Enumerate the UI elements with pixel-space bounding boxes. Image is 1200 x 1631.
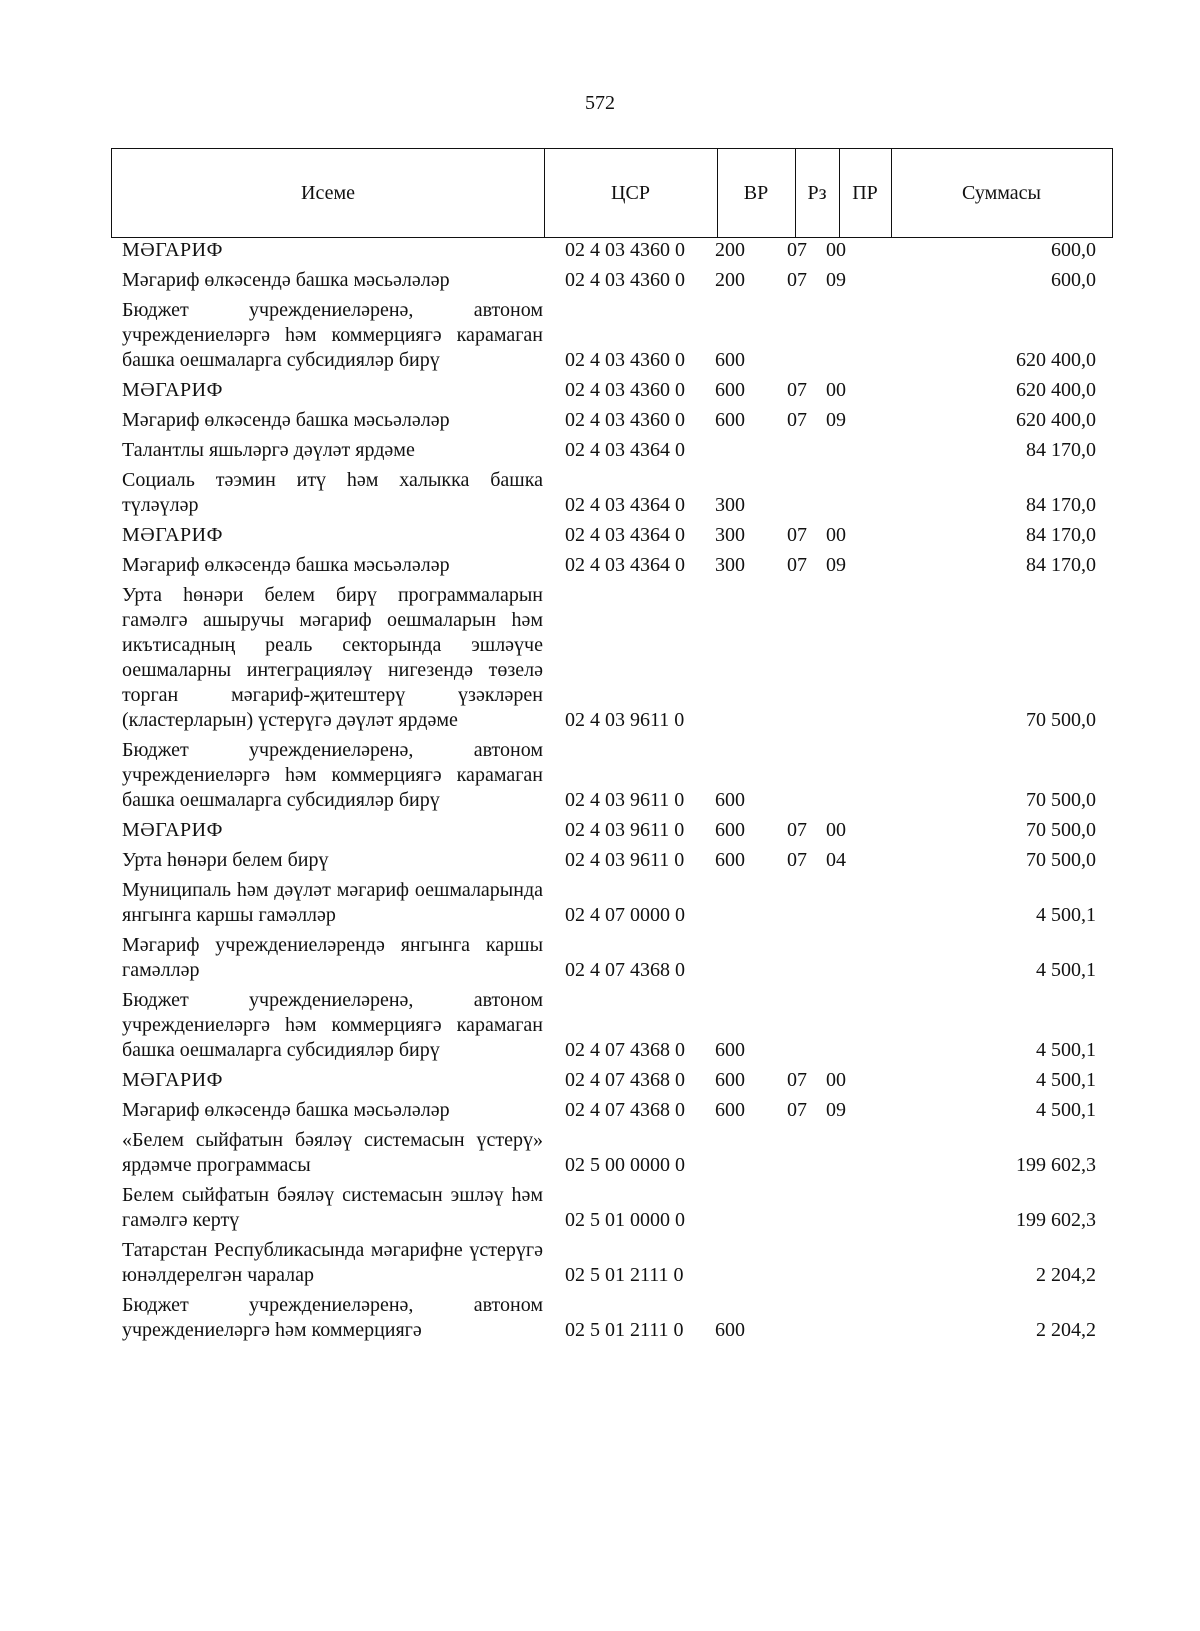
cell-vr: 600: [715, 849, 745, 871]
cell-sum: 2 204,2: [1036, 1319, 1096, 1341]
cell-rz: [774, 298, 818, 373]
header-pr: ПР: [839, 149, 892, 237]
table-row: [111, 408, 1111, 433]
cell-sum: 4 500,1: [1036, 1039, 1096, 1061]
cell-sum: 70 500,0: [1026, 709, 1096, 731]
cell-name: Мәгариф өлкәсендә башка мәсьәләләр: [122, 1099, 450, 1121]
cell-name: Белем сыйфатын бәяләү системасын эшләү һәм гамәлгә кертү: [122, 1184, 543, 1231]
cell-sum: 199 602,3: [1016, 1154, 1096, 1176]
cell-name: Мәгариф өлкәсендә башка мәсьәләләр: [122, 554, 450, 576]
cell-sum: 70 500,0: [1026, 849, 1096, 871]
cell-csr: 02 5 01 2111 0: [565, 1319, 684, 1341]
cell-rz: 07: [787, 1069, 807, 1091]
cell-pr: [818, 468, 870, 518]
cell-rz: 07: [787, 554, 807, 576]
cell-sum: 4 500,1: [1036, 1069, 1096, 1091]
cell-csr: 02 4 03 9611 0: [565, 709, 685, 731]
cell-rz: [774, 438, 818, 463]
cell-vr: 600: [715, 1319, 745, 1341]
table-body: [111, 238, 1111, 1348]
header-sum: Суммасы: [962, 181, 1041, 204]
cell-vr: 600: [715, 409, 745, 431]
table-row: [111, 933, 1111, 983]
cell-name: Социаль тәэмин итү һәм халыкка башка түләүләр: [122, 469, 543, 516]
table-row: [111, 1293, 1111, 1343]
cell-rz: 07: [787, 819, 807, 841]
cell-rz: 07: [787, 269, 807, 291]
cell-name: «Белем сыйфатын бәяләү системасын үстерү» ярдәмче программасы: [122, 1129, 543, 1176]
cell-csr: 02 4 03 4360 0: [565, 239, 685, 261]
cell-rz: [774, 1293, 818, 1343]
cell-sum: 620 400,0: [1016, 409, 1096, 431]
cell-rz: [774, 583, 818, 733]
cell-sum: 84 170,0: [1026, 524, 1096, 546]
cell-vr: [694, 1128, 774, 1178]
cell-vr: 600: [715, 1039, 745, 1061]
cell-sum: 4 500,1: [1036, 959, 1096, 981]
cell-pr: [818, 1293, 870, 1343]
cell-name: МӘГАРИФ: [122, 524, 223, 546]
cell-csr: 02 4 03 4364 0: [565, 494, 685, 516]
cell-csr: 02 4 03 9611 0: [565, 819, 685, 841]
cell-csr: 02 4 07 4368 0: [565, 1039, 685, 1061]
cell-sum: 620 400,0: [1016, 379, 1096, 401]
header-csr: ЦСР: [544, 149, 718, 237]
cell-name: Татарстан Республикасында мәгарифне үстерүгә юнәлдерелгән чаралар: [122, 1239, 543, 1286]
cell-name: Муниципаль һәм дәүләт мәгариф оешмаларында янгынга каршы гамәлләр: [122, 879, 543, 926]
cell-pr: 00: [826, 524, 846, 546]
cell-name: МӘГАРИФ: [122, 1069, 223, 1091]
cell-vr: 300: [715, 494, 745, 516]
table-row: [111, 378, 1111, 403]
cell-csr: 02 4 07 4368 0: [565, 1069, 685, 1091]
table-row: [111, 268, 1111, 293]
cell-vr: 300: [715, 524, 745, 546]
cell-vr: 600: [715, 349, 745, 371]
cell-sum: 84 170,0: [1026, 554, 1096, 576]
header-name: Исеме: [112, 149, 545, 237]
table-row: [111, 553, 1111, 578]
table-row: [111, 438, 1111, 463]
cell-name: Урта һөнәри белем бирү программаларын гамәлгә ашыручы мәгариф оешмаларын һәм икътисадның реаль секторында эшләүче оешмаларны интеграцияләү нигезендә төзелә торган мәгариф-җитештерү үзәкләрен (кластерларын) үстерүгә дәүләт ярдәме: [122, 584, 543, 731]
cell-pr: 00: [826, 819, 846, 841]
table-row: [111, 1183, 1111, 1233]
cell-vr: [694, 583, 774, 733]
table-row: [111, 1068, 1111, 1093]
cell-csr: 02 5 00 0000 0: [565, 1154, 685, 1176]
cell-csr: 02 5 01 0000 0: [565, 1209, 685, 1231]
cell-pr: [818, 738, 870, 813]
cell-sum: 2 204,2: [1036, 1264, 1096, 1286]
cell-name: Мәгариф учреждениеләрендә янгынга каршы гамәлләр: [122, 934, 543, 981]
cell-vr: [694, 1183, 774, 1233]
table-row: [111, 1098, 1111, 1123]
cell-pr: [818, 1183, 870, 1233]
cell-name: МӘГАРИФ: [122, 239, 223, 261]
cell-sum: 84 170,0: [1026, 494, 1096, 516]
table-row: [111, 1128, 1111, 1178]
cell-pr: 00: [826, 379, 846, 401]
cell-rz: 07: [787, 1099, 807, 1121]
cell-rz: 07: [787, 524, 807, 546]
cell-csr: 02 4 07 0000 0: [565, 904, 685, 926]
cell-rz: 07: [787, 409, 807, 431]
cell-sum: 70 500,0: [1026, 789, 1096, 811]
cell-name: МӘГАРИФ: [122, 819, 223, 841]
cell-pr: 09: [826, 269, 846, 291]
cell-csr: 02 4 03 4360 0: [565, 269, 685, 291]
cell-pr: 00: [826, 239, 846, 261]
cell-csr: 02 4 03 4364 0: [565, 524, 685, 546]
page-number: 572: [585, 92, 615, 114]
cell-pr: [818, 298, 870, 373]
cell-pr: 09: [826, 409, 846, 431]
cell-sum: 70 500,0: [1026, 819, 1096, 841]
cell-rz: [774, 1128, 818, 1178]
cell-csr: 02 4 03 4360 0: [565, 349, 685, 371]
cell-rz: [774, 468, 818, 518]
table-row: [111, 468, 1111, 518]
cell-vr: [694, 438, 774, 463]
cell-vr: 600: [715, 789, 745, 811]
cell-rz: [774, 1238, 818, 1288]
cell-pr: [818, 438, 870, 463]
cell-sum: 4 500,1: [1036, 1099, 1096, 1121]
table-row: [111, 988, 1111, 1063]
cell-sum: 84 170,0: [1026, 439, 1096, 461]
table-row: [111, 1238, 1111, 1288]
table-row: [111, 523, 1111, 548]
cell-pr: [818, 933, 870, 983]
cell-vr: 200: [715, 239, 745, 261]
cell-name: Мәгариф өлкәсендә башка мәсьәләләр: [122, 269, 450, 291]
cell-pr: 09: [826, 554, 846, 576]
cell-csr: 02 4 03 4364 0: [565, 554, 685, 576]
cell-vr: 600: [715, 819, 745, 841]
cell-rz: [774, 988, 818, 1063]
header-vr: ВР: [717, 149, 796, 237]
cell-name: Бюджет учреждениеләренә, автоном учреждениеләргә һәм коммерциягә карамаган башка оешмаларга субсидияләр бирү: [122, 739, 543, 811]
cell-csr: 02 4 07 4368 0: [565, 959, 685, 981]
cell-csr: 02 5 01 2111 0: [565, 1264, 684, 1286]
cell-rz: 07: [787, 849, 807, 871]
cell-name: Бюджет учреждениеләренә, автоном учреждениеләргә һәм коммерциягә: [122, 1294, 543, 1341]
cell-vr: 600: [715, 1099, 745, 1121]
cell-pr: [818, 878, 870, 928]
cell-vr: [694, 933, 774, 983]
cell-pr: [818, 583, 870, 733]
cell-pr: [818, 1238, 870, 1288]
cell-vr: 600: [715, 379, 745, 401]
cell-pr: [818, 988, 870, 1063]
table-row: [111, 878, 1111, 928]
cell-vr: [694, 1238, 774, 1288]
cell-sum: 600,0: [1051, 239, 1096, 261]
cell-rz: [774, 878, 818, 928]
cell-sum: 4 500,1: [1036, 904, 1096, 926]
cell-csr: 02 4 07 4368 0: [565, 1099, 685, 1121]
cell-rz: 07: [787, 379, 807, 401]
table-header: [111, 148, 1113, 238]
table-row: [111, 583, 1111, 733]
cell-pr: [818, 1128, 870, 1178]
cell-name: Мәгариф өлкәсендә башка мәсьәләләр: [122, 409, 450, 431]
cell-name: Бюджет учреждениеләренә, автоном учреждениеләргә һәм коммерциягә карамаган башка оешмаларга субсидияләр бирү: [122, 989, 543, 1061]
cell-pr: 00: [826, 1069, 846, 1091]
cell-csr: 02 4 03 9611 0: [565, 789, 685, 811]
cell-pr: 04: [826, 849, 846, 871]
cell-sum: 620 400,0: [1016, 349, 1096, 371]
cell-name: МӘГАРИФ: [122, 379, 223, 401]
cell-rz: [774, 738, 818, 813]
cell-rz: [774, 933, 818, 983]
cell-sum: 199 602,3: [1016, 1209, 1096, 1231]
cell-vr: 200: [715, 269, 745, 291]
cell-csr: 02 4 03 4360 0: [565, 409, 685, 431]
cell-pr: 09: [826, 1099, 846, 1121]
table-row: [111, 238, 1111, 263]
cell-rz: 07: [787, 239, 807, 261]
cell-rz: [774, 1183, 818, 1233]
cell-name: Бюджет учреждениеләренә, автоном учреждениеләргә һәм коммерциягә карамаган башка оешмаларга субсидияләр бирү: [122, 299, 543, 371]
table-row: [111, 298, 1111, 373]
cell-vr: 300: [715, 554, 745, 576]
cell-vr: 600: [715, 1069, 745, 1091]
cell-csr: 02 4 03 4364 0: [565, 439, 685, 461]
table-row: [111, 738, 1111, 813]
cell-csr: 02 4 03 9611 0: [565, 849, 685, 871]
table-row: [111, 818, 1111, 843]
header-rz: Рз: [795, 149, 840, 237]
cell-name: Урта һөнәри белем бирү: [122, 849, 329, 871]
cell-csr: 02 4 03 4360 0: [565, 379, 685, 401]
table-row: [111, 848, 1111, 873]
cell-name: Талантлы яшьләргә дәүләт ярдәме: [122, 439, 415, 461]
cell-vr: [694, 878, 774, 928]
cell-sum: 600,0: [1051, 269, 1096, 291]
